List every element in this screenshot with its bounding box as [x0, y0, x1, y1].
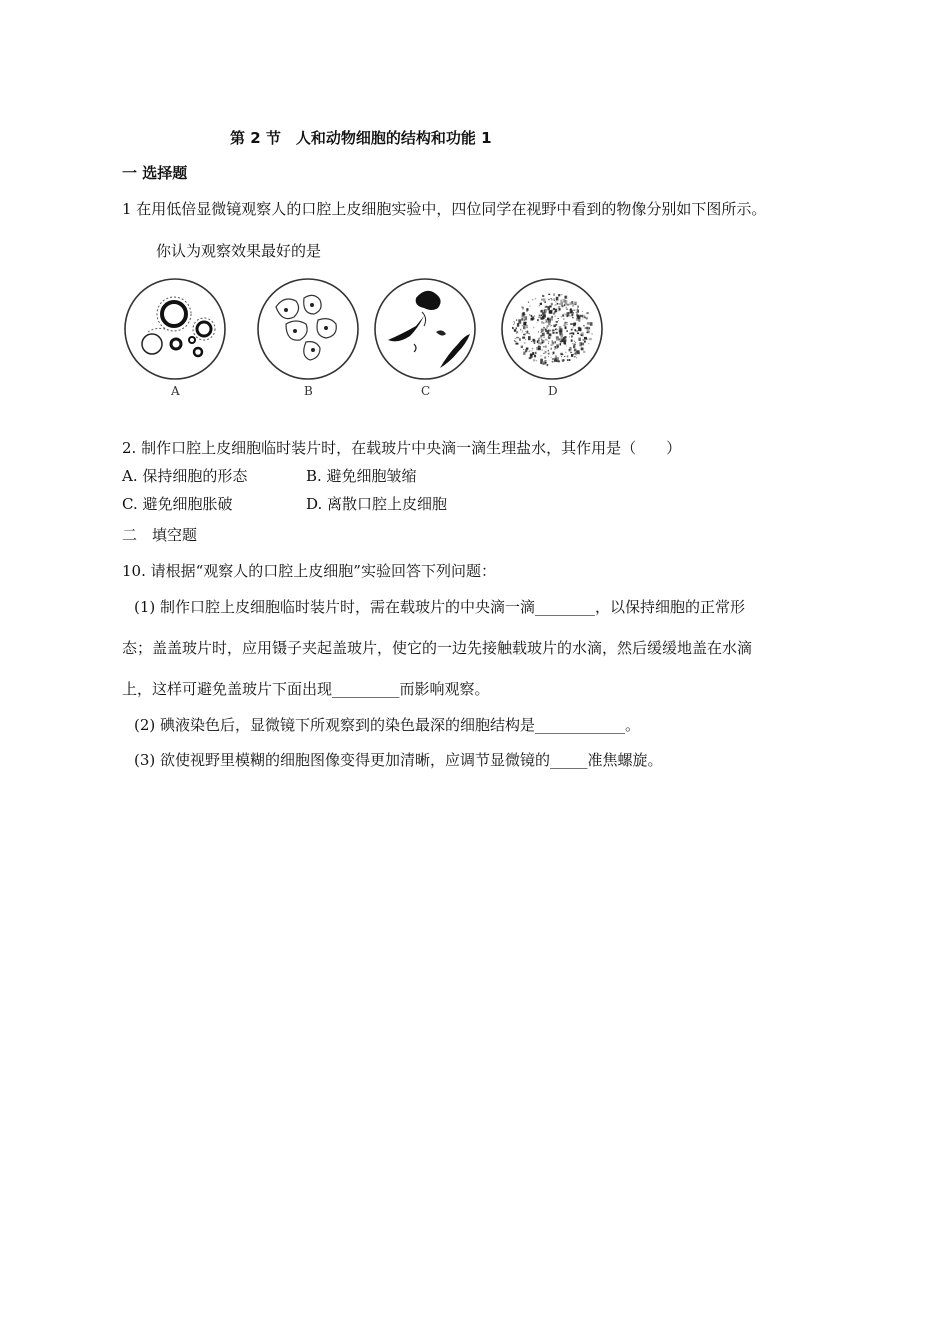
q10-part1-line3: 上，这样可避免盖玻片下面出现_________而影响观察。	[122, 680, 490, 698]
q2-stem: 2. 制作口腔上皮细胞临时装片时，在载玻片中央滴一滴生理盐水，其作用是（ ）	[122, 439, 682, 457]
figure-label-b: B	[304, 384, 313, 398]
field-a	[125, 279, 225, 379]
q1-stem-line1: 1 在用低倍显微镜观察人的口腔上皮细胞实验中，四位同学在视野中看到的物像分别如下图所示。	[122, 200, 767, 218]
q2-option-b: B. 避免细胞皱缩	[306, 467, 417, 485]
q10-part2: (2) 碘液染色后，显微镜下所观察到的染色最深的细胞结构是____________。	[134, 716, 641, 734]
q2-option-d: D. 离散口腔上皮细胞	[306, 495, 448, 513]
microscope-fields-svg	[118, 272, 618, 407]
section-heading-choice: 一 选择题	[122, 164, 188, 182]
microscope-fields-figure	[118, 272, 618, 407]
q2-option-a: A. 保持细胞的形态	[122, 467, 248, 485]
field-b	[258, 279, 358, 379]
field-d	[502, 279, 602, 379]
field-c	[375, 279, 475, 379]
section-heading-fill: 二 填空题	[122, 526, 198, 544]
page-title: 第 2 节 人和动物细胞的结构和功能 1	[230, 129, 492, 147]
q10-part3: (3) 欲使视野里模糊的细胞图像变得更加清晰，应调节显微镜的_____准焦螺旋。	[134, 751, 663, 769]
figure-label-d: D	[548, 384, 558, 398]
q1-stem-line2: 你认为观察效果最好的是	[156, 242, 322, 260]
figure-label-a: A	[171, 384, 180, 398]
figure-label-c: C	[421, 384, 431, 398]
q2-option-c: C. 避免细胞胀破	[122, 495, 233, 513]
q10-stem: 10. 请根据“观察人的口腔上皮细胞”实验回答下列问题：	[122, 562, 496, 580]
q10-part1-line1: (1) 制作口腔上皮细胞临时装片时，需在载玻片的中央滴一滴________，以保持细胞的正常形	[134, 598, 746, 616]
q10-part1-line2: 态；盖盖玻片时，应用镊子夹起盖玻片，使它的一边先接触载玻片的水滴，然后缓缓地盖在水滴	[122, 639, 753, 657]
